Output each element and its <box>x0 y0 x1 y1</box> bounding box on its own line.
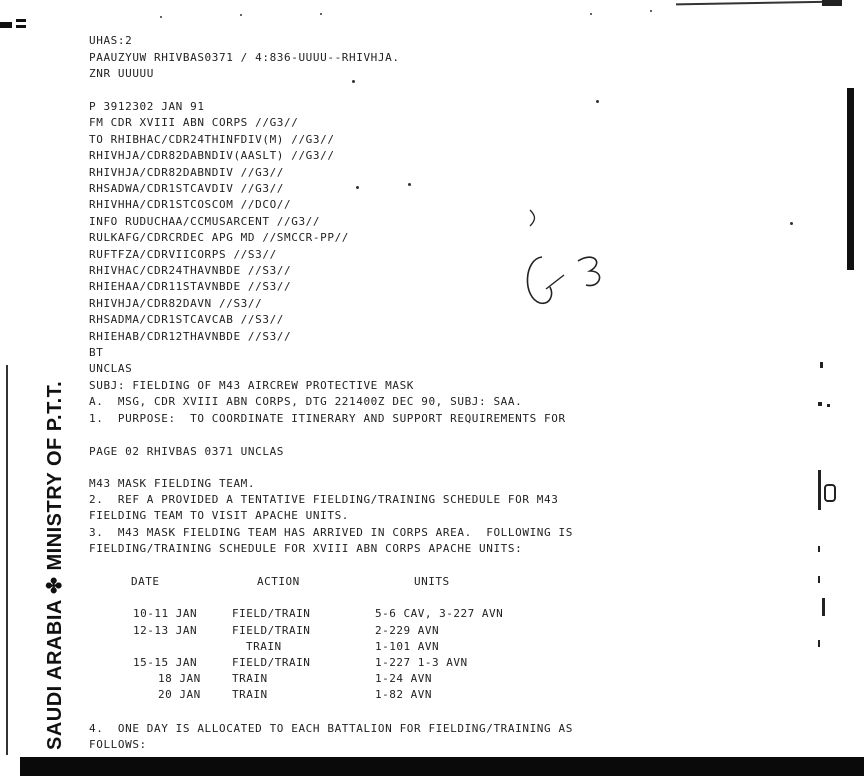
table-cell-date: 15-15 JAN <box>133 656 198 669</box>
message-line: RHIVHAC/CDR24THAVNBDE //S3// <box>89 264 292 277</box>
message-line: P 3912302 JAN 91 <box>89 100 205 113</box>
scan-edge <box>676 1 836 6</box>
message-line: FIELDING/TRAINING SCHEDULE FOR XVIII ABN CORPS APACHE UNITS: <box>89 542 523 555</box>
message-line: M43 MASK FIELDING TEAM. <box>89 477 256 490</box>
message-line: FIELDING TEAM TO VISIT APACHE UNITS. <box>89 509 350 522</box>
message-line: RHIVHJA/CDR82DABNDIV //G3// <box>89 166 285 179</box>
table-cell-units: 1-24 AVN <box>375 672 432 685</box>
message-line: RHIVHJA/CDR82DABNDIV(AASLT) //G3// <box>89 149 335 162</box>
stamp-rule <box>6 365 8 755</box>
message-line: RHSADMA/CDR1STCAVCAB //S3// <box>89 313 285 326</box>
message-line: 2. REF A PROVIDED A TENTATIVE FIELDING/TRAINING SCHEDULE FOR M43 <box>89 493 559 506</box>
handwritten-annotation <box>520 245 620 319</box>
scan-speck <box>160 16 162 18</box>
message-line: INFO RUDUCHAA/CCMUSARCENT //G3// <box>89 215 321 228</box>
message-line: RHSADWA/CDR1STCAVDIV //G3// <box>89 182 285 195</box>
message-line: 4. ONE DAY IS ALLOCATED TO EACH BATTALION FOR FIELDING/TRAINING AS <box>89 722 573 735</box>
message-line: UHAS:2 <box>89 34 133 47</box>
message-line: A. MSG, CDR XVIII ABN CORPS, DTG 221400Z DEC 90, SUBJ: SAA. <box>89 395 523 408</box>
message-line: TO RHIBHAC/CDR24THINFDIV(M) //G3// <box>89 133 335 146</box>
scan-speck <box>650 10 652 12</box>
scan-edge <box>822 0 842 6</box>
margin-mark <box>820 362 823 368</box>
table-cell-action: TRAIN <box>232 672 268 685</box>
message-line: RULKAFG/CDRCRDEC APG MD //SMCCR-PP// <box>89 231 350 244</box>
message-line: SUBJ: FIELDING OF M43 AIRCREW PROTECTIVE MASK <box>89 379 415 392</box>
table-cell-action: TRAIN <box>232 688 268 701</box>
message-line: RHIVHJA/CDR82DAVN //S3// <box>89 297 263 310</box>
table-cell-units: 1-227 1-3 AVN <box>375 656 468 669</box>
table-header-action: ACTION <box>257 575 300 588</box>
margin-mark <box>818 576 820 583</box>
scan-mark <box>16 25 26 28</box>
message-line: RUFTFZA/CDRVIICORPS //S3// <box>89 248 277 261</box>
message-line: 3. M43 MASK FIELDING TEAM HAS ARRIVED IN CORPS AREA. FOLLOWING IS <box>89 526 573 539</box>
ministry-stamp: SAUDI ARABIA ✤ MINISTRY OF P.T.T. <box>44 380 66 750</box>
scan-speck <box>408 183 411 186</box>
page-header-line: PAGE 02 RHIVBAS 0371 UNCLAS <box>89 445 285 458</box>
table-cell-action: FIELD/TRAIN <box>232 624 311 637</box>
table-cell-units: 1-101 AVN <box>375 640 440 653</box>
message-line: RHIEHAB/CDR12THAVNBDE //S3// <box>89 330 292 343</box>
margin-mark <box>818 546 820 552</box>
margin-mark <box>818 640 820 647</box>
table-cell-units: 2-229 AVN <box>375 624 440 637</box>
table-header-units: UNITS <box>414 575 450 588</box>
scan-speck <box>596 100 599 103</box>
table-cell-action: TRAIN <box>246 640 282 653</box>
margin-mark <box>824 484 836 502</box>
scan-bottom-edge <box>20 757 864 776</box>
scan-edge-bar <box>847 88 854 270</box>
table-cell-date: 10-11 JAN <box>133 607 198 620</box>
margin-tick-icon <box>526 208 540 230</box>
table-cell-date: 20 JAN <box>158 688 201 701</box>
scan-speck <box>356 186 359 189</box>
table-header-date: DATE <box>131 575 160 588</box>
message-line: UNCLAS <box>89 362 133 375</box>
table-cell-action: FIELD/TRAIN <box>232 656 311 669</box>
scan-speck <box>790 222 793 225</box>
table-cell-date: 12-13 JAN <box>133 624 198 637</box>
table-cell-action: FIELD/TRAIN <box>232 607 311 620</box>
scan-speck <box>240 14 242 16</box>
message-line: FM CDR XVIII ABN CORPS //G3// <box>89 116 299 129</box>
message-line: ZNR UUUUU <box>89 67 155 80</box>
scan-mark <box>0 22 12 28</box>
scan-speck <box>352 80 355 83</box>
table-cell-date: 18 JAN <box>158 672 201 685</box>
table-cell-units: 1-82 AVN <box>375 688 432 701</box>
scan-mark <box>16 19 26 22</box>
margin-mark <box>818 470 821 510</box>
scan-speck <box>590 13 592 15</box>
message-line: RHIVHHA/CDR1STCOSCOM //DCO// <box>89 198 292 211</box>
message-line: BT <box>89 346 104 359</box>
message-line: 1. PURPOSE: TO COORDINATE ITINERARY AND SUPPORT REQUIREMENTS FOR <box>89 412 566 425</box>
margin-mark <box>822 598 825 616</box>
message-line: FOLLOWS: <box>89 738 147 751</box>
table-cell-units: 5-6 CAV, 3-227 AVN <box>375 607 504 620</box>
handwritten-g3-mark <box>520 245 620 315</box>
margin-mark <box>827 404 830 407</box>
margin-mark <box>818 402 822 406</box>
scan-speck <box>320 13 322 15</box>
message-line: RHIEHAA/CDR11STAVNBDE //S3// <box>89 280 292 293</box>
message-line: PAAUZYUW RHIVBAS0371 / 4:836-UUUU--RHIVHJA. <box>89 51 400 64</box>
